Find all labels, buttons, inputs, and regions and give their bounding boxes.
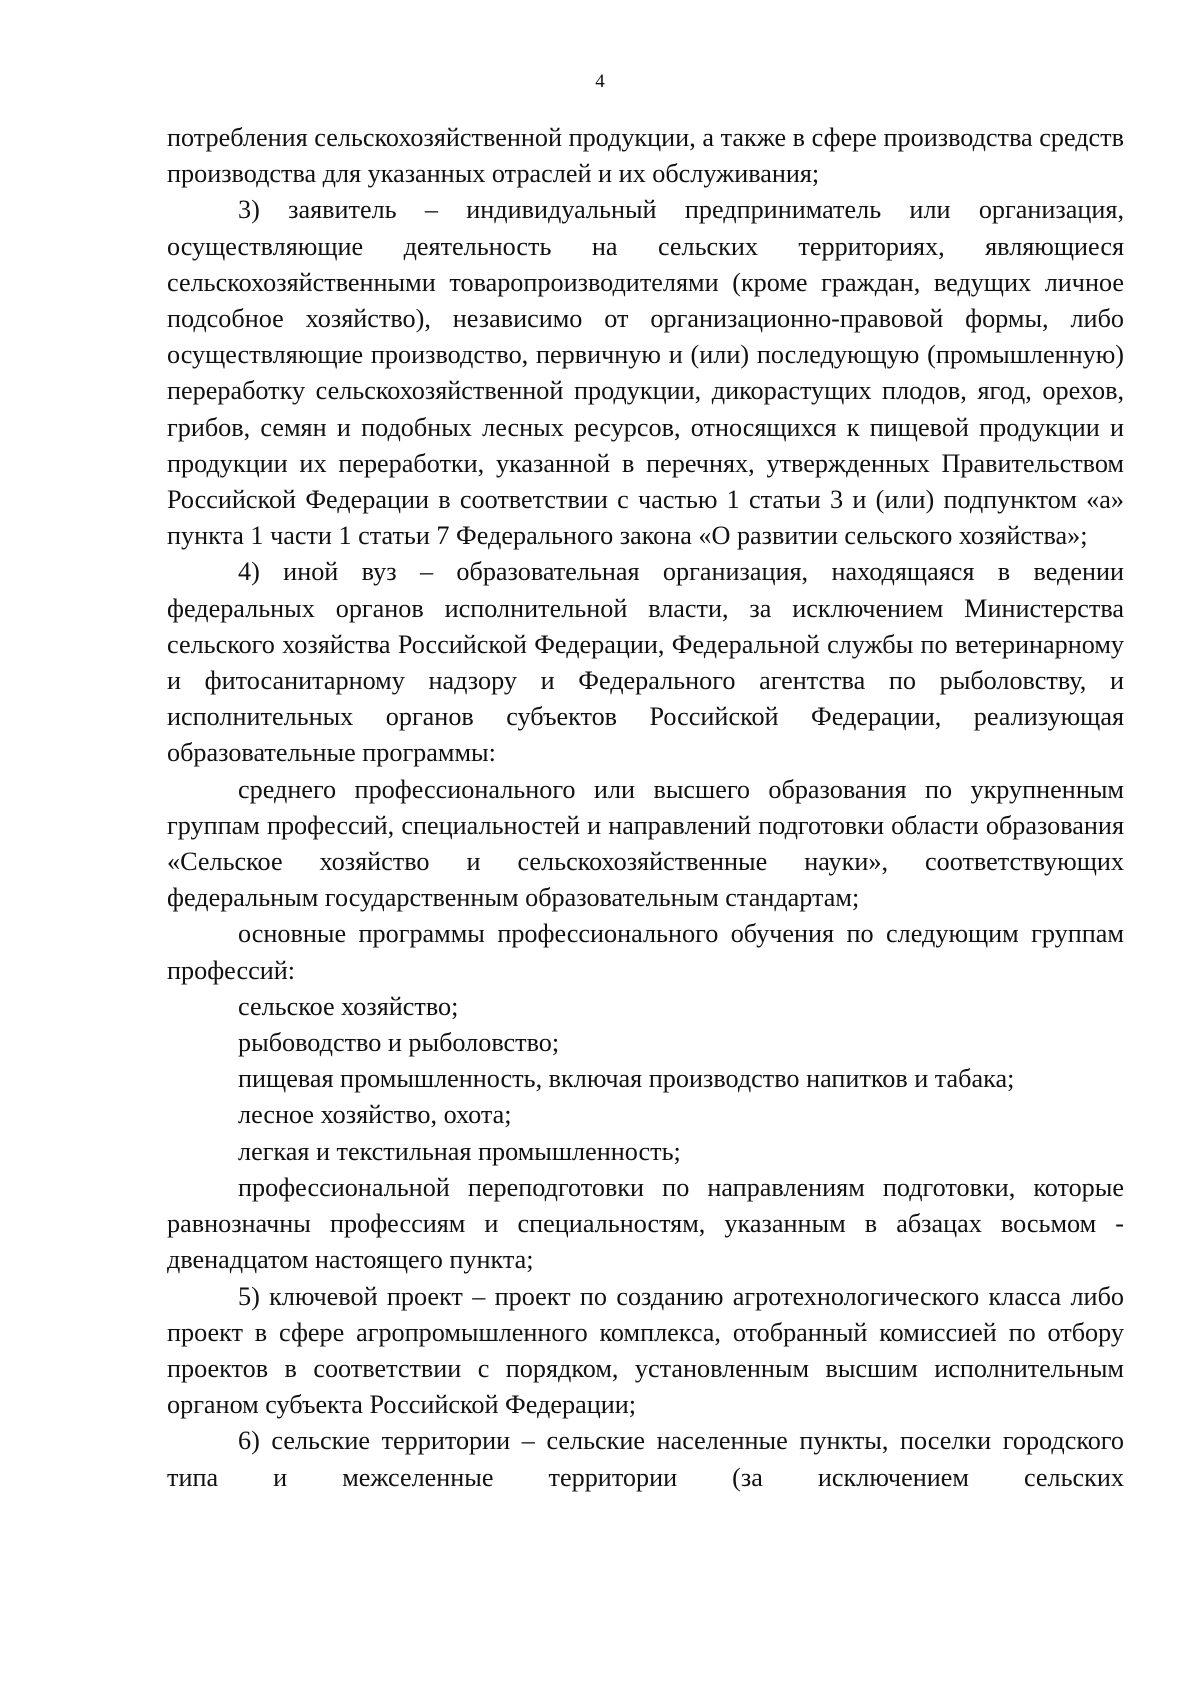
- paragraph-item-6-rural-territories: 6) сельские территории – сельские населенные пункты, поселки городского типа и межселенные территории (за исключением сельских: [167, 1426, 1124, 1492]
- list-item-fishing: рыбоводство и рыболовство;: [238, 1028, 560, 1058]
- list-item-agriculture: сельское хозяйство;: [238, 991, 459, 1021]
- list-item-forestry: лесное хозяйство, охота;: [238, 1100, 512, 1130]
- list-item-food-industry: пищевая промышленность, включая производство напитков и табака;: [238, 1064, 1015, 1094]
- paragraph-item-5-key-project: 5) ключевой проект – проект по созданию агротехнологического класса либо проект в сфере агропромышленного комплекса, отобранный комиссией по отбору проектов в соответствии с порядком, установленным высшим исполнительным органом субъекта Российской Федерации;: [167, 1281, 1124, 1420]
- paragraph-secondary-higher-education: среднего профессионального или высшего образования по укрупненным группам профессий, специальностей и направлений подготовки области образования «Сельское хозяйство и сельскохозяйственные науки», соответствующих федеральным государственным образовательным стандартам;: [167, 774, 1124, 913]
- list-item-light-industry: легкая и текстильная промышленность;: [238, 1136, 681, 1166]
- paragraph-item-3-applicant: 3) заявитель – индивидуальный предприниматель или организация, осуществляющие деятельность на сельских территориях, являющиеся сельскохозяйственными товаропроизводителями (кроме граждан, ведущих личное подсобное хозяйство), независимо от организационно-правовой формы, либо осуществляющие производство, первичную и (или) последующую (промышленную) переработку сельскохозяйственной продукции, дикорастущих плодов, ягод, орехов, грибов, семян и подобных лесных ресурсов, относящихся к пищевой продукции и продукции их переработки, указанной в перечнях, утвержденных Правительством Российской Федерации в соответствии с частью 1 статьи 3 и (или) подпунктом «а» пункта 1 части 1 статьи 7 Федерального закона «О развитии сельского хозяйства»;: [167, 195, 1124, 551]
- paragraph-vocational-training: основные программы профессионального обучения по следующим группам профессий:: [167, 919, 1124, 985]
- paragraph-professional-retraining: профессиональной переподготовки по направлениям подготовки, которые равнозначны профессиям и специальностям, указанным в абзацах восьмом - двенадцатом настоящего пункта;: [167, 1172, 1124, 1275]
- paragraph-item-4-other-university: 4) иной вуз – образовательная организация, находящаяся в ведении федеральных органов исполнительной власти, за исключением Министерства сельского хозяйства Российской Федерации, Федеральной службы по ветеринарному и фитосанитарному надзору и Федерального агентства по рыболовству, и исполнительных органов субъектов Российской Федерации, реализующая образовательные программы:: [167, 557, 1124, 768]
- paragraph-continuation: потребления сельскохозяйственной продукции, а также в сфере производства средств производства для указанных отраслей и их обслуживания;: [167, 123, 1124, 189]
- document-body: [167, 120, 1124, 1496]
- page-number: 4: [595, 71, 605, 92]
